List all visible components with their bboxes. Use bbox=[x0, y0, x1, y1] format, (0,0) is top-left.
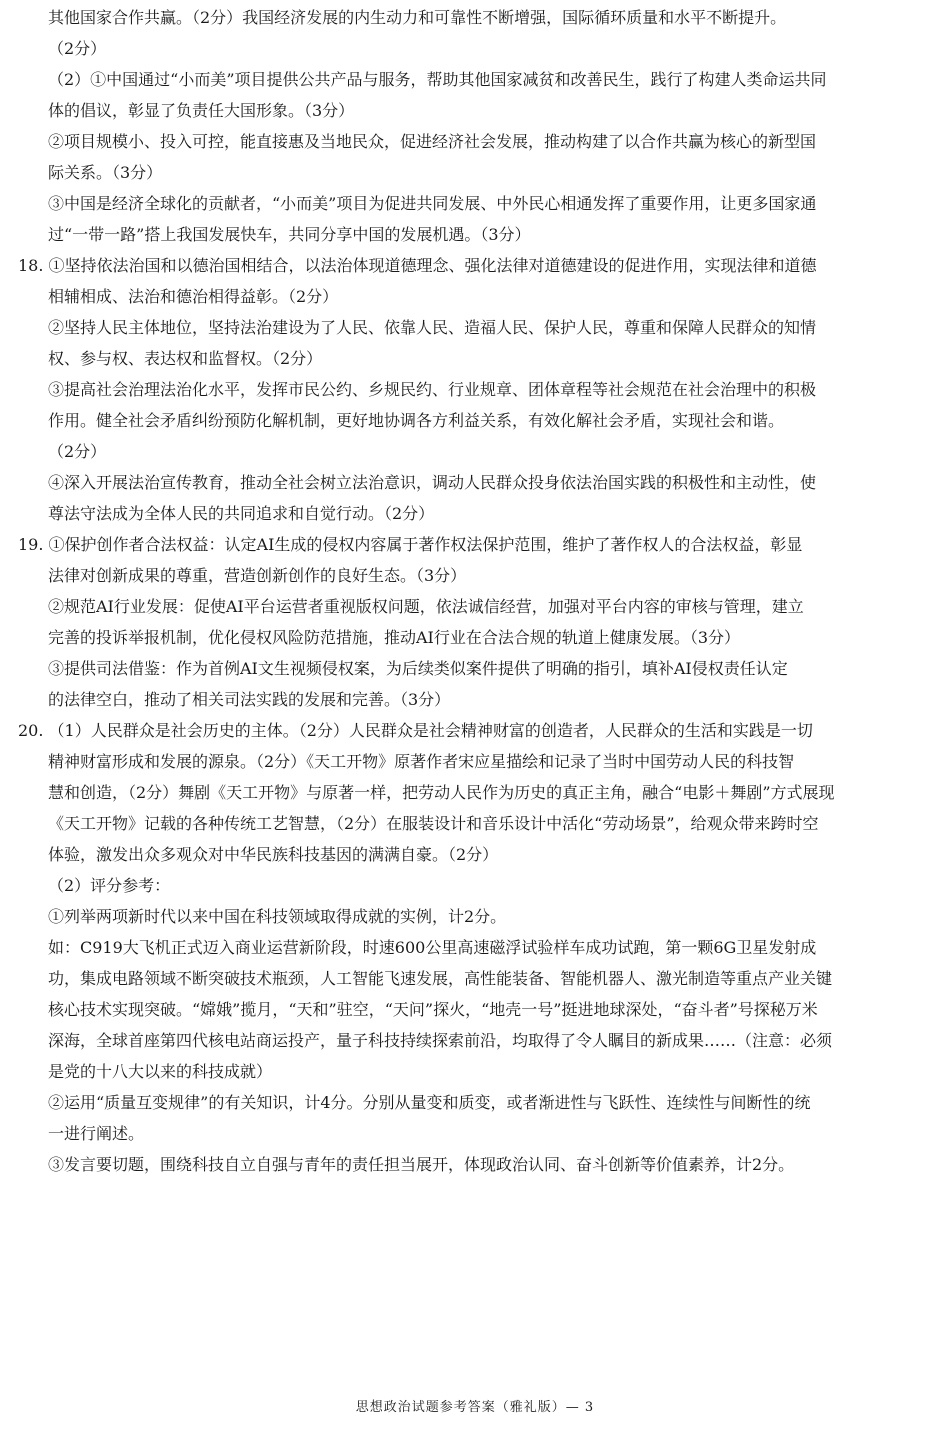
text-line: 体验，激发出众多观众对中华民族科技基因的满满自豪。（2分） bbox=[48, 845, 499, 864]
text-line: （2分） bbox=[48, 442, 107, 461]
text-line: ②项目规模小、投入可控，能直接惠及当地民众，促进经济社会发展，推动构建了以合作共赢为核心的新型国 bbox=[48, 132, 817, 151]
text-line: 相辅相成、法治和德治相得益彰。（2分） bbox=[48, 287, 339, 306]
answer-content bbox=[0, 2, 950, 1180]
page-footer: 思想政治试题参考答案（雅礼版）— 3 bbox=[355, 1400, 595, 1415]
text-line: ①列举两项新时代以来中国在科技领域取得成就的实例，计2分。 bbox=[48, 907, 507, 926]
text-line: （2）①中国通过“小而美”项目提供公共产品与服务，帮助其他国家减贫和改善民生，践行了构建人类命运共同 bbox=[48, 70, 827, 89]
text-line: 作用。健全社会矛盾纠纷预防化解机制，更好地协调各方利益关系，有效化解社会矛盾，实现社会和谐。 bbox=[48, 411, 785, 430]
text-line: 法律对创新成果的尊重，营造创新创作的良好生态。（3分） bbox=[48, 566, 467, 585]
text-line: 如：C919大飞机正式迈入商业运营新阶段，时速600公里高速磁浮试验样车成功试跑，第一颗6G卫星发射成 bbox=[48, 938, 817, 957]
text-line: 体的倡议，彰显了负责任大国形象。（3分） bbox=[48, 101, 355, 120]
text-line: （2分） bbox=[48, 39, 107, 58]
text-line: 是党的十八大以来的科技成就） bbox=[48, 1062, 273, 1081]
text-line: （2）评分参考： bbox=[48, 876, 171, 895]
text-line: 一进行阐述。 bbox=[48, 1124, 145, 1143]
text-line: 际关系。（3分） bbox=[48, 163, 163, 182]
text-line: 慧和创造，（2分）舞剧《天工开物》与原著一样，把劳动人民作为历史的真正主角，融合“电影＋舞剧”方式展现 bbox=[48, 783, 835, 802]
text-line: 过“一带一路”搭上我国发展快车，共同分享中国的发展机遇。（3分） bbox=[48, 225, 531, 244]
text-line: ③发言要切题，围绕科技自立自强与青年的责任担当展开，体现政治认同、奋斗创新等价值素养，计2分。 bbox=[48, 1155, 795, 1174]
question-start-line: 18. ①坚持依法治国和以德治国相结合，以法治体现道德理念、强化法律对道德建设的促进作用，实现法律和道德 bbox=[18, 256, 817, 275]
text-line: 核心技术实现突破。“嫦娥”揽月，“天和”驻空，“天问”探火，“地壳一号”挺进地球深处，“奋斗者”号探秘万米 bbox=[48, 1000, 818, 1019]
text-line: 《天工开物》记载的各种传统工艺智慧，（2分）在服装设计和音乐设计中活化“劳动场景”，给观众带来跨时空 bbox=[48, 814, 819, 833]
text-line: ②坚持人民主体地位，坚持法治建设为了人民、依靠人民、造福人民、保护人民，尊重和保障人民群众的知情 bbox=[48, 318, 817, 337]
text-line: ④深入开展法治宣传教育，推动全社会树立法治意识，调动人民群众投身依法治国实践的积极性和主动性，使 bbox=[48, 473, 817, 492]
text-line: 功，集成电路领域不断突破技术瓶颈，人工智能飞速发展，高性能装备、智能机器人、激光制造等重点产业关键 bbox=[48, 969, 833, 988]
text-line: 深海，全球首座第四代核电站商运投产，量子科技持续探索前沿，均取得了令人瞩目的新成果……（注意：必须 bbox=[48, 1031, 833, 1050]
text-line: ③中国是经济全球化的贡献者，“小而美”项目为促进共同发展、中外民心相通发挥了重要作用，让更多国家通 bbox=[48, 194, 817, 213]
text-line: 其他国家合作共赢。（2分）我国经济发展的内生动力和可靠性不断增强，国际循环质量和水平不断提升。 bbox=[48, 8, 787, 27]
text-line: 尊法守法成为全体人民的共同追求和自觉行动。（2分） bbox=[48, 504, 435, 523]
text-line: 的法律空白，推动了相关司法实践的发展和完善。（3分） bbox=[48, 690, 451, 709]
question-start-line: 19. ①保护创作者合法权益：认定AI生成的侵权内容属于著作权法保护范围，维护了著作权人的合法权益，彰显 bbox=[18, 535, 803, 554]
text-line: 权、参与权、表达权和监督权。（2分） bbox=[48, 349, 323, 368]
text-line: ②规范AI行业发展：促使AI平台运营者重视版权问题，依法诚信经营，加强对平台内容的审核与管理，建立 bbox=[48, 597, 804, 616]
question-start-line: 20. （1）人民群众是社会历史的主体。（2分）人民群众是社会精神财富的创造者，人民群众的生活和实践是一切 bbox=[18, 721, 813, 740]
text-line: 完善的投诉举报机制，优化侵权风险防范措施，推动AI行业在合法合规的轨道上健康发展。（3分） bbox=[48, 628, 741, 647]
text-line: 精神财富形成和发展的源泉。（2分）《天工开物》原著作者宋应星描绘和记录了当时中国劳动人民的科技智 bbox=[48, 752, 795, 771]
text-line: ②运用“质量互变规律”的有关知识，计4分。分别从量变和质变，或者渐进性与飞跃性、连续性与间断性的统 bbox=[48, 1093, 811, 1112]
text-line: ③提供司法借鉴：作为首例AI文生视频侵权案，为后续类似案件提供了明确的指引，填补AI侵权责任认定 bbox=[48, 659, 788, 678]
text-line: ③提高社会治理法治化水平，发挥市民公约、乡规民约、行业规章、团体章程等社会规范在社会治理中的积极 bbox=[48, 380, 817, 399]
